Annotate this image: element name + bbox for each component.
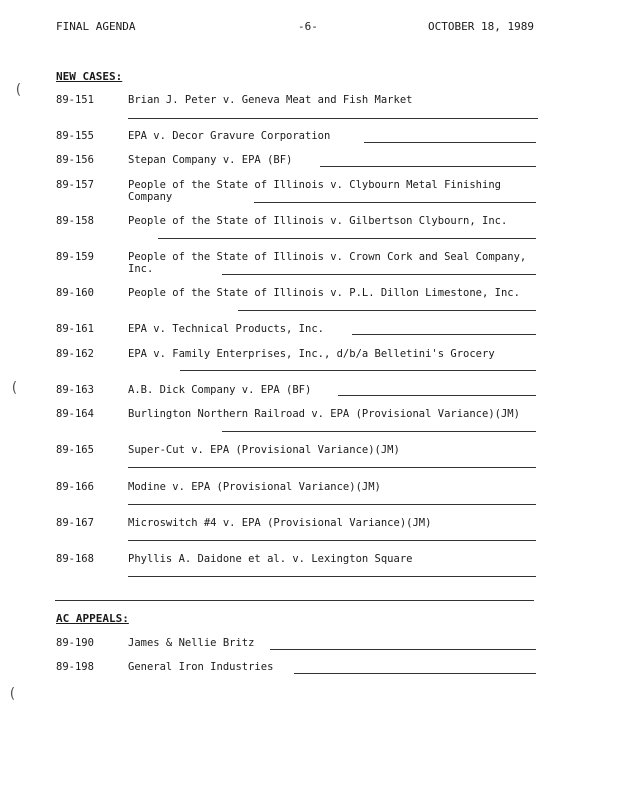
case-title: EPA v. Family Enterprises, Inc., d/b/a Belletini's Grocery	[128, 348, 495, 360]
case-title: People of the State of Illinois v. Crown Cork and Seal Company, Inc.	[128, 251, 527, 275]
case-title: People of the State of Illinois v. Gilbertson Clybourn, Inc.	[128, 215, 508, 227]
signature-line	[294, 673, 536, 674]
section-divider	[55, 600, 534, 601]
case-number: 89-156	[56, 154, 94, 166]
signature-line	[158, 238, 536, 239]
case-title: Burlington Northern Railroad v. EPA (Provisional Variance)(JM)	[128, 408, 520, 420]
signature-line	[338, 395, 536, 396]
case-number: 89-158	[56, 215, 94, 227]
new-cases-title: NEW CASES:	[56, 70, 123, 83]
signature-line	[238, 310, 536, 311]
case-number: 89-190	[56, 637, 94, 649]
case-title: Super-Cut v. EPA (Provisional Variance)(JM)	[128, 444, 400, 456]
header-left: FINAL AGENDA	[56, 20, 136, 33]
signature-line	[222, 431, 536, 432]
signature-line	[180, 370, 536, 371]
case-title: A.B. Dick Company v. EPA (BF)	[128, 384, 312, 396]
case-number: 89-162	[56, 348, 94, 360]
case-number: 89-166	[56, 481, 94, 493]
case-number: 89-157	[56, 179, 94, 191]
case-title: People of the State of Illinois v. P.L. Dillon Limestone, Inc.	[128, 287, 520, 299]
case-title: General Iron Industries	[128, 661, 274, 673]
case-number: 89-159	[56, 251, 94, 263]
case-title: James & Nellie Britz	[128, 637, 255, 649]
margin-mark: (	[14, 82, 23, 98]
case-title: Microswitch #4 v. EPA (Provisional Variance)(JM)	[128, 517, 432, 529]
signature-line	[222, 274, 536, 275]
signature-line	[128, 576, 536, 577]
case-number: 89-155	[56, 130, 94, 142]
margin-mark: (	[10, 380, 19, 396]
case-title: Phyllis A. Daidone et al. v. Lexington Square	[128, 553, 413, 565]
case-number: 89-164	[56, 408, 94, 420]
case-title: EPA v. Decor Gravure Corporation	[128, 130, 331, 142]
case-number: 89-168	[56, 553, 94, 565]
case-title: Modine v. EPA (Provisional Variance)(JM)	[128, 481, 381, 493]
signature-line	[128, 504, 536, 505]
signature-line	[270, 649, 536, 650]
signature-line	[364, 142, 536, 143]
case-number: 89-167	[56, 517, 94, 529]
signature-line	[128, 540, 536, 541]
case-title: People of the State of Illinois v. Clybourn Metal Finishing Company	[128, 179, 501, 203]
case-number: 89-165	[56, 444, 94, 456]
case-number: 89-160	[56, 287, 94, 299]
signature-line	[128, 118, 538, 119]
case-title: EPA v. Technical Products, Inc.	[128, 323, 324, 335]
case-number: 89-163	[56, 384, 94, 396]
case-title: Brian J. Peter v. Geneva Meat and Fish Market	[128, 94, 413, 106]
page-number: -6-	[298, 20, 318, 33]
case-number: 89-161	[56, 323, 94, 335]
header-date: OCTOBER 18, 1989	[428, 20, 534, 33]
case-number: 89-151	[56, 94, 94, 106]
ac-appeals-title: AC APPEALS:	[56, 612, 129, 625]
margin-mark: (	[8, 686, 17, 702]
signature-line	[352, 334, 536, 335]
case-number: 89-198	[56, 661, 94, 673]
signature-line	[320, 166, 536, 167]
case-title: Stepan Company v. EPA (BF)	[128, 154, 293, 166]
signature-line	[128, 467, 536, 468]
signature-line	[254, 202, 536, 203]
